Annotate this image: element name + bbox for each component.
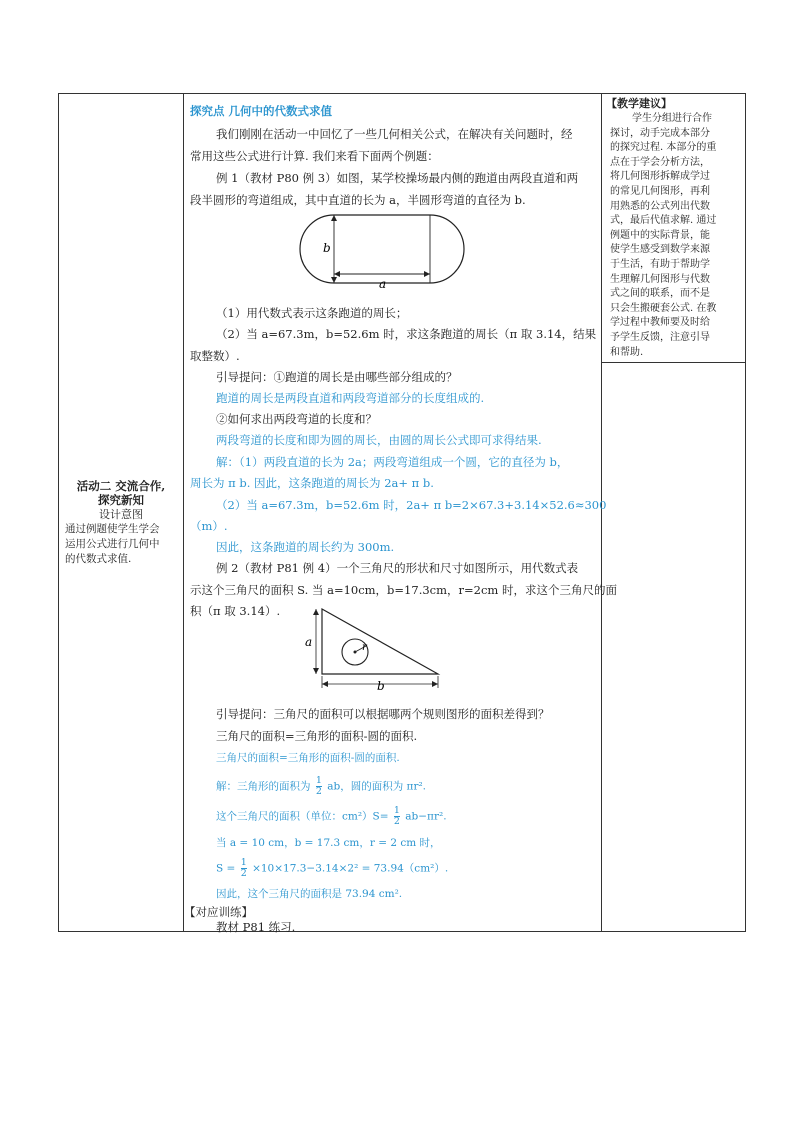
intro-line: 常用这些公式进行计算. 我们来看下面两个例题： <box>190 149 439 163</box>
example1-line: 段半圆形的弯道组成，其中直道的长为 a，半圆形弯道的直径为 b. <box>190 193 526 207</box>
activity-column <box>59 94 183 931</box>
guide-question: 引导提问：①跑道的周长是由哪些部分组成的？ <box>216 370 458 384</box>
question2-line: （2）当 a=67.3m，b=52.6m 时，求这条跑道的周长（π 取 3.14，结果 <box>216 327 597 341</box>
advice-line: 式，最后代值求解. 通过 <box>610 215 717 227</box>
intro-line: 我们刚刚在活动一中回忆了一些几何相关公式，在解决有关问题时，经 <box>216 127 573 141</box>
solution-conclusion: 因此，这条跑道的周长约为 300m. <box>216 540 395 554</box>
advice-line: 式之间的联系，而不是 <box>610 288 710 300</box>
design-line: 通过例题使学生学会 <box>65 523 160 535</box>
design-line: 的代数式求值. <box>65 553 132 565</box>
fraction-half <box>394 806 400 827</box>
substitution-line: 当 a = 10 cm，b = 17.3 cm，r = 2 cm 时， <box>216 837 441 849</box>
advice-bottom-border <box>602 362 746 363</box>
track-figure <box>297 212 467 292</box>
fraction-denominator: 2 <box>315 786 322 797</box>
solution-line: （2）当 a=67.3m，b=52.6m 时，2a+ π b=2×67.3+3.14×52.6≈300 <box>216 498 607 512</box>
area-solution-text: 解：三角形的面积为 <box>216 780 311 793</box>
question2-line: 取整数）. <box>190 349 240 363</box>
example2-line: 例 2（教材 P81 例 4）一个三角尺的形状和尺寸如图所示，用代数式表 <box>216 561 579 575</box>
question1: （1）用代数式表示这条跑道的周长； <box>216 306 408 320</box>
area-formula-line <box>216 806 447 827</box>
advice-line: 生理解几何图形与代数 <box>610 273 710 285</box>
answer: 两段弯道的长度和即为圆的周长，由圆的周长公式即可求得结果. <box>216 433 542 447</box>
advice-line: 探讨，动手完成本部分 <box>610 127 710 139</box>
label-b: b <box>323 241 331 255</box>
lesson-table <box>58 93 746 932</box>
advice-line: 于生活，有助于帮助学 <box>610 259 710 270</box>
area-formula-text: 这个三角尺的面积（单位：cm²）S= <box>216 810 389 823</box>
advice-line: 只会生搬硬套公式. 在教 <box>610 302 717 314</box>
advice-line: 学生分组进行合作 <box>632 113 712 124</box>
guide-question: ②如何求出两段弯道的长度和？ <box>216 412 377 426</box>
example1-line: 例 1（教材 P80 例 3）如图，某学校操场最内侧的跑道由两段直道和两 <box>216 171 579 185</box>
guide-answer: 三角尺的面积=三角形的面积-圆的面积. <box>216 729 418 743</box>
fraction-denominator: 2 <box>393 816 400 827</box>
solution-line: 周长为 π b. 因此，这条跑道的周长为 2a+ π b. <box>190 476 434 490</box>
advice-line: 用熟悉的公式列出代数 <box>610 200 710 212</box>
area-relation: 三角尺的面积=三角形的面积-圆的面积. <box>216 752 400 764</box>
fraction-numerator: 1 <box>315 775 322 786</box>
activity-title-line1: 活动二 交流合作, <box>76 479 166 493</box>
calculation-text: S = <box>216 862 236 875</box>
advice-line: 将几何图形拆解成学过 <box>610 171 710 183</box>
training-title: 【对应训练】 <box>184 905 253 919</box>
label-a: a <box>379 277 387 291</box>
label-a: a <box>305 635 313 649</box>
area-formula-text: ab−πr². <box>405 810 447 823</box>
design-line: 运用公式进行几何中 <box>65 538 160 550</box>
section-heading: 探究点 几何中的代数式求值 <box>190 104 333 118</box>
fraction-half <box>316 776 322 797</box>
calculation-line <box>216 858 448 879</box>
advice-line: 的常见几何图形，再利 <box>610 186 710 197</box>
set-square-figure <box>304 606 444 692</box>
advice-line: 和帮助. <box>610 346 644 358</box>
final-answer: 因此，这个三角尺的面积是 73.94 cm². <box>216 888 403 900</box>
solution-line: 解：（1）两段直道的长为 2a；两段弯道组成一个圆，它的直径为 b， <box>216 455 569 469</box>
area-solution-text: ab，圆的面积为 πr². <box>327 780 427 793</box>
label-b: b <box>377 679 385 692</box>
fraction-numerator: 1 <box>393 805 400 816</box>
guide-question: 引导提问：三角尺的面积可以根据哪两个规则图形的面积差得到？ <box>216 707 550 721</box>
label-r: r <box>362 642 367 653</box>
calculation-text: ×10×17.3−3.14×2² = 73.94（cm²）. <box>252 862 449 875</box>
example2-line: 积（π 取 3.14）. <box>190 604 281 618</box>
answer: 跑道的周长是两段直道和两段弯道部分的长度组成的. <box>216 391 485 405</box>
area-solution-line <box>216 776 426 797</box>
advice-line: 予学生反馈，注意引导 <box>610 332 710 343</box>
training-body: 教材 P81 练习. <box>216 920 296 934</box>
advice-line: 点在于学会分析方法， <box>610 156 710 168</box>
advice-title: 【教学建议】 <box>606 97 672 110</box>
activity-title-line2: 探究新知 <box>98 493 144 507</box>
solution-line: （m）. <box>190 519 228 533</box>
fraction-denominator: 2 <box>240 868 247 879</box>
fraction-numerator: 1 <box>240 857 247 868</box>
design-text <box>65 522 179 567</box>
fraction-half <box>241 858 247 879</box>
example2-line: 示这个三角尺的面积 S. 当 a=10cm，b=17.3cm，r=2cm 时，求这个三角尺的面 <box>190 583 617 597</box>
design-label: 设计意图 <box>99 508 143 521</box>
main-column <box>184 94 617 934</box>
advice-line: 使学生感受到数学来源 <box>610 244 710 256</box>
teaching-advice-column <box>602 94 746 931</box>
advice-line: 例题中的实际背景，能 <box>610 229 710 241</box>
advice-line: 的探究过程. 本部分的重 <box>610 142 717 154</box>
advice-line: 学过程中教师要及时给 <box>610 317 710 329</box>
